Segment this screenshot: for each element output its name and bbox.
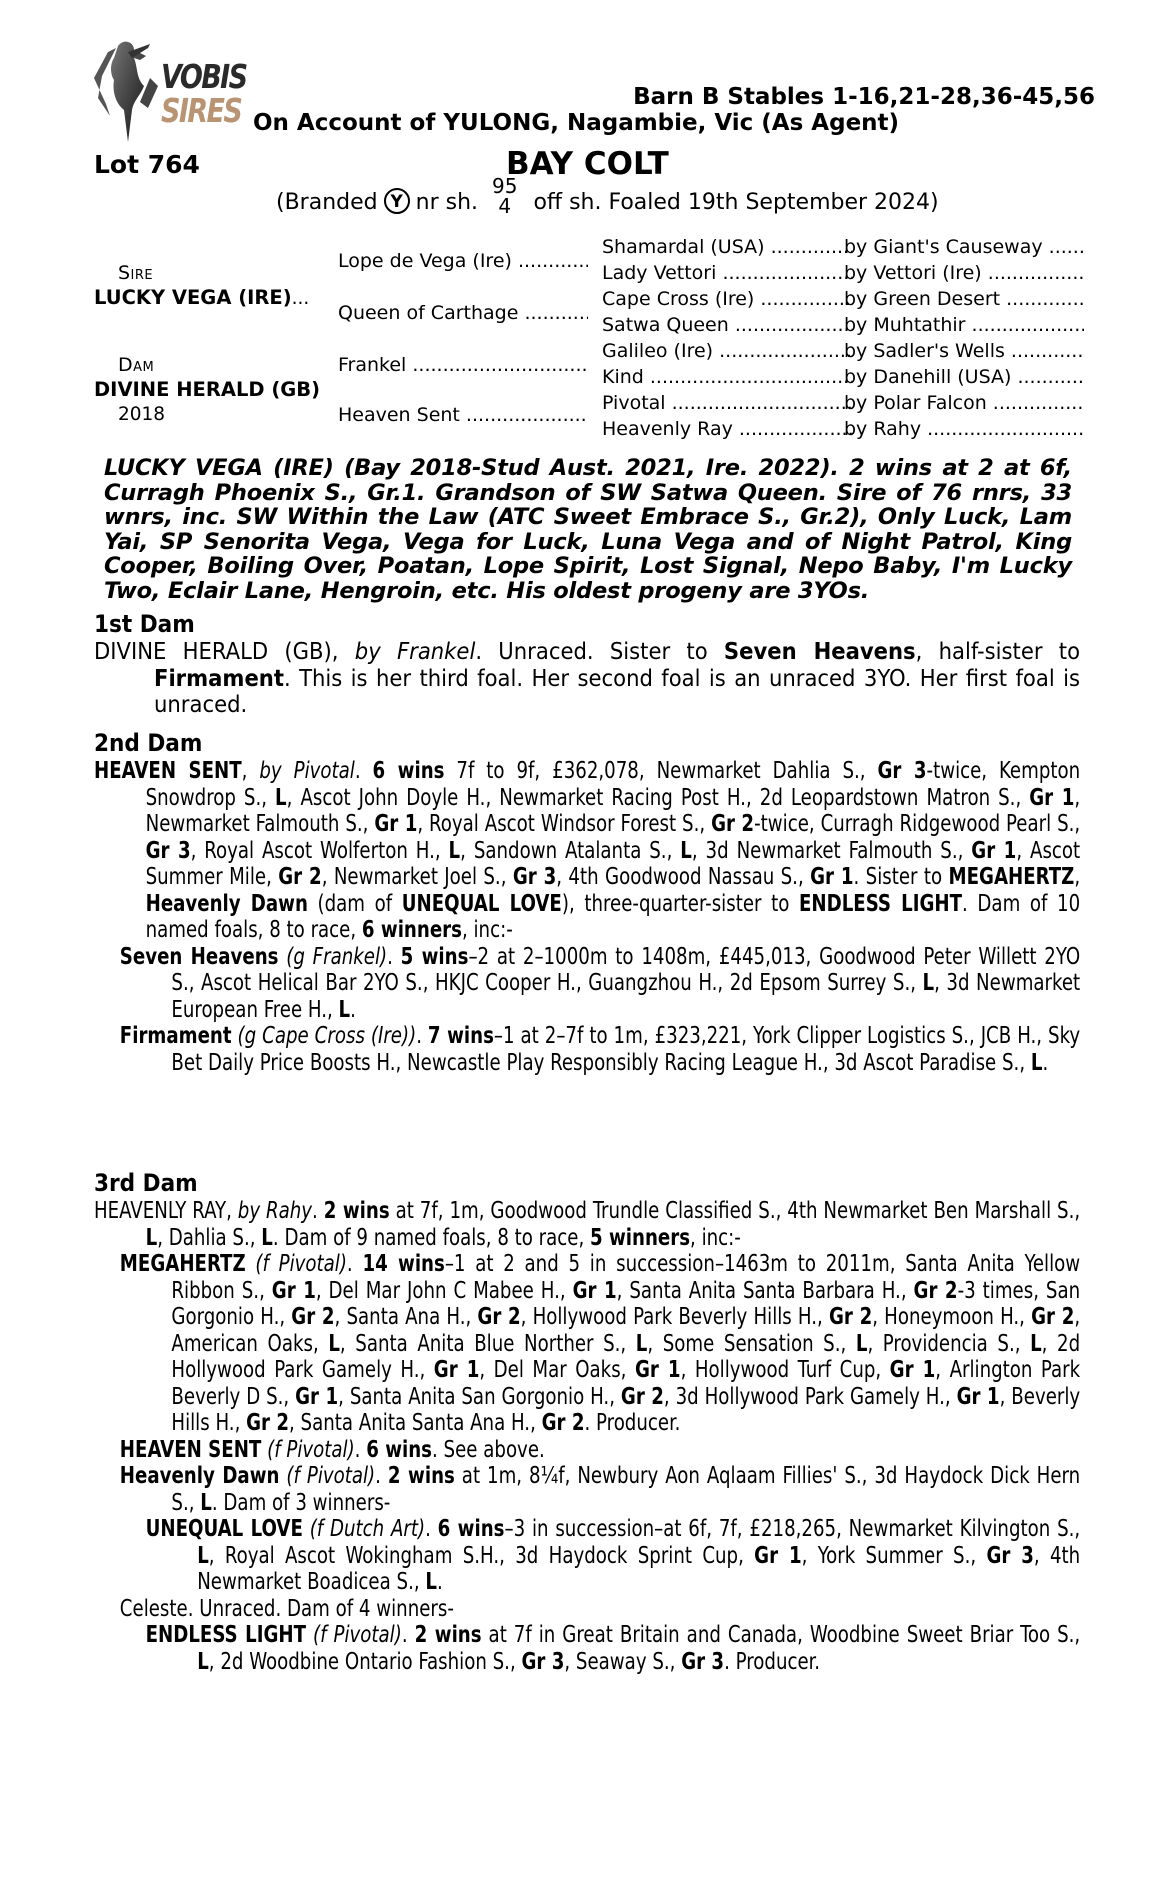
bold-text: Gr 3 (512, 862, 557, 890)
bold-text: Seven Heavens (723, 637, 916, 665)
text-run: at 7f in Great Britain and Canada, Woodbine Sweet Briar Too S., (481, 1620, 1081, 1648)
text-run: , Hollywood Park Beverly Hills H., (520, 1302, 829, 1330)
second-dam-section (94, 730, 1080, 1075)
bold-text: 2 wins (414, 1620, 482, 1648)
bold-text: MEGAHERTZ (948, 862, 1075, 890)
italic-text: by Rahy (237, 1196, 313, 1224)
ancestor-name: Heavenly Ray ..... (602, 418, 852, 440)
italic-text: (f Pivotal) (267, 1434, 355, 1463)
bold-text: Gr 3 (145, 835, 191, 864)
italic-text: (f Dutch Art) (309, 1514, 426, 1542)
vobis-sires-logo (88, 38, 248, 146)
bold-text: ENDLESS LIGHT (145, 1620, 307, 1648)
text-run: , Sandown Atalanta S., (460, 835, 681, 864)
bold-text: 14 wins (362, 1249, 445, 1277)
text-run: . This is her third foal. Her second foal is an unraced 3YO. Her first foal is unraced. (154, 663, 1080, 718)
italic-text: (f Pivotal) (313, 1620, 402, 1648)
section-heading: 1st Dam (94, 610, 195, 638)
text-run: , 3d Hollywood Park Gamely H., (663, 1381, 957, 1410)
ancestor-name: Galileo (Ire) ..... (602, 340, 852, 362)
progeny-entry (94, 1436, 1080, 1463)
barn-stables: Barn B Stables 1-16,21-28,36-45,56 (633, 84, 1095, 110)
text-run: -twice, Curragh Ridgewood Pearl S., (754, 809, 1081, 837)
italic-text: (f Pivotal) (255, 1249, 347, 1277)
first-dam-text (94, 638, 1080, 718)
bold-text: 7 wins (427, 1021, 494, 1049)
dam-label: Dam (118, 354, 155, 376)
bold-text: 5 wins (400, 941, 469, 970)
text-run: , Santa Anita Santa Ana H., (289, 1408, 542, 1436)
progeny-entry (94, 1022, 1080, 1075)
bold-text: Gr 1 (433, 1355, 480, 1383)
text-run: , Newmarket Joel S., (321, 862, 513, 890)
ancestor-sire: by Rahy ..... (844, 418, 1084, 440)
bold-text: L (1030, 1328, 1042, 1357)
text-run: , Royal Ascot Wokingham S.H., 3d Haydock Sprint Cup, (208, 1540, 755, 1569)
grandsire-dam: Frankel ..... (338, 354, 588, 376)
lot-number: Lot 764 (94, 150, 200, 179)
ancestor-name: Lady Vettori ..... (602, 262, 852, 284)
text-run: , (241, 756, 260, 784)
pedigree-table (94, 236, 1084, 446)
text-run: , 2d Woodbine Ontario Fashion S., (208, 1646, 522, 1675)
section-heading: 2nd Dam (94, 729, 203, 757)
bold-text: 6 wins (366, 1434, 433, 1463)
dam-year: 2018 (118, 404, 166, 425)
first-dam-section (94, 611, 1080, 718)
grandsire-sire: Lope de Vega (Ire) ..... (338, 250, 588, 272)
text-run: . (354, 1434, 367, 1463)
text-run (306, 1620, 313, 1648)
text-run: , Del Mar Oaks, (479, 1355, 635, 1383)
bold-text: Gr 3 (986, 1540, 1034, 1569)
text-run: (dam of (307, 888, 402, 917)
bold-text: L (197, 1540, 209, 1569)
bold-text: L (922, 968, 935, 996)
bold-text: Gr 2 (620, 1381, 664, 1410)
text-run: . Producer. (724, 1646, 821, 1675)
bold-text: Gr 3 (681, 1646, 725, 1675)
text-run: , Some Sensation S., (647, 1328, 856, 1357)
text-run: . (346, 1249, 363, 1277)
jockey-horse-icon (88, 38, 166, 146)
bold-text: Gr 1 (810, 862, 854, 890)
text-run: . Unraced. Sister to (475, 637, 724, 665)
bold-text: L (338, 994, 351, 1023)
ancestor-sire: by Giant's Causeway ..... (844, 236, 1084, 258)
text-run: , (1074, 862, 1081, 890)
text-run: –1 at 2–7f to 1m, £323,221, York Clipper Logistics S., JCB H., Sky Bet Daily Price Boosts H., Newcastle Play Responsibly Racing League H., 3d Ascot Paradise S., (171, 1021, 1081, 1076)
bold-text: Heavenly Dawn (145, 888, 308, 917)
text-run: . Producer. (584, 1408, 681, 1436)
text-run: , 3d Newmarket European Free H., (171, 968, 1081, 1023)
second-dam-text (94, 757, 1080, 943)
text-run: , inc:- (690, 1222, 741, 1251)
text-run: , Providencia S., (867, 1328, 1031, 1357)
bold-text: Gr 2 (477, 1302, 521, 1330)
bold-text: HEAVEN SENT (119, 1434, 262, 1463)
text-run: . (436, 1567, 443, 1595)
text-run: , Hollywood Turf Cup, (680, 1355, 890, 1383)
progeny-entry (94, 1595, 1080, 1622)
bold-text: 2 wins (323, 1196, 390, 1224)
sire-label: Sire (118, 262, 154, 284)
text-run: , Santa Anita Blue Norther S., (339, 1328, 636, 1357)
text-run (246, 1249, 256, 1277)
text-run (279, 1461, 286, 1489)
logo-text-vobis: VOBIS (161, 57, 247, 96)
text-run: . Dam of 9 named foals, 8 to race, (272, 1222, 591, 1251)
sire-dots: ... (291, 288, 310, 309)
bold-text: Gr 1 (1029, 782, 1075, 811)
text-run: , Arlington Park Beverly D S., (171, 1355, 1081, 1410)
foaled-date: off sh. Foaled 19th September 2024) (533, 190, 939, 215)
ancestor-sire: by Polar Falcon ..... (844, 392, 1084, 414)
text-run: . See above. (432, 1434, 545, 1463)
text-run: . (375, 1461, 388, 1489)
text-run: , half-sister to (915, 637, 1081, 665)
brand-mark-icon: Y (384, 188, 410, 214)
text-run: , York Summer S., (801, 1540, 987, 1569)
bold-text: L (261, 1222, 273, 1251)
bold-text: L (145, 1222, 158, 1251)
text-run: , American Oaks, (171, 1302, 1081, 1357)
text-run: , Seaway S., (564, 1646, 682, 1675)
ancestor-sire: by Green Desert ..... (844, 288, 1084, 310)
text-run: , Newmarket Falmouth S., (145, 782, 1081, 837)
text-run: , Honeymoon H., (872, 1302, 1032, 1330)
bold-text: ENDLESS LIGHT (798, 888, 963, 917)
ancestor-sire: by Vettori (Ire) ..... (844, 262, 1084, 284)
text-run: , Santa Anita Santa Barbara H., (616, 1275, 914, 1304)
text-run: , Santa Anita San Gorgonio H., (338, 1381, 621, 1410)
progeny-entry (94, 1621, 1080, 1674)
text-run: , Dahlia S., (157, 1222, 262, 1251)
text-run: . (416, 1021, 428, 1049)
text-run: . Dam of 10 named foals, 8 to race, (145, 888, 1081, 943)
dam-name: DIVINE HERALD (GB) (94, 378, 321, 401)
vendor-account: On Account of YULONG, Nagambie, Vic (As Agent) (253, 110, 900, 136)
italic-text: (f Pivotal) (286, 1461, 376, 1489)
text-run: , 2d Hollywood Park Gamely H., (171, 1328, 1081, 1383)
bold-text: L (1030, 1047, 1043, 1076)
text-run: Celeste. Unraced. Dam of 4 winners- (119, 1593, 454, 1622)
text-run: , Royal Ascot Windsor Forest S., (417, 809, 712, 837)
bold-text: Gr 1 (889, 1355, 936, 1383)
bold-text: 6 winners (361, 915, 462, 943)
bold-text: UNEQUAL LOVE (401, 888, 562, 917)
progeny-entry (94, 1462, 1080, 1515)
bold-text: Gr 1 (971, 835, 1017, 864)
text-run: , Santa Ana H., (334, 1302, 478, 1330)
text-run: , 4th Goodwood Nassau S., (556, 862, 811, 890)
text-run: . (401, 1620, 415, 1648)
bold-text: Gr 2 (1031, 1302, 1075, 1330)
brand-near-shoulder: nr sh. (415, 190, 479, 215)
third-dam-text (94, 1197, 1080, 1250)
bold-text: Gr 1 (295, 1381, 339, 1410)
text-run (303, 1514, 310, 1542)
bold-text: MEGAHERTZ (119, 1249, 246, 1277)
text-run: , Ascot Summer Mile, (145, 835, 1081, 890)
branded-prefix: (Branded (276, 190, 378, 215)
bold-text: Heavenly Dawn (119, 1461, 280, 1489)
logo-text-sires: SIRES (161, 91, 242, 130)
text-run: . (350, 994, 356, 1023)
brand-foaling-line (276, 174, 939, 218)
italic-text: by Pivotal (259, 756, 355, 784)
text-run: 7f to 9f, £362,078, Newmarket Dahlia S., (444, 756, 878, 784)
text-run: , Royal Ascot Wolferton H., (190, 835, 449, 864)
ancestor-name: Cape Cross (Ire) ..... (602, 288, 852, 310)
granddam-sire: Queen of Carthage ..... (338, 302, 588, 324)
bold-text: Gr 2 (291, 1302, 335, 1330)
bold-text: Gr 2 (246, 1408, 290, 1436)
progeny-entry (94, 1250, 1080, 1436)
text-run: . (1042, 1047, 1049, 1076)
brand-off-bottom: 4 (498, 194, 512, 218)
ancestor-name: Satwa Queen ..... (602, 314, 852, 336)
progeny-entry (94, 1515, 1080, 1595)
bold-text: Gr 3 (877, 756, 927, 784)
bold-text: Gr 2 (913, 1275, 958, 1304)
text-run: . (354, 756, 373, 784)
bold-text: L (855, 1328, 868, 1357)
ancestor-name: Shamardal (USA) ..... (602, 236, 852, 258)
italic-text: (g Cape Cross (Ire)) (237, 1021, 417, 1049)
italic-text: (g Frankel) (286, 941, 388, 970)
bold-text: L (197, 1646, 209, 1675)
text-run: at 7f, 1m, Goodwood Trundle Classified S., 4th Newmarket Ben Marshall S., (389, 1196, 1081, 1224)
text-run: , 4th Newmarket Boadicea S., (197, 1540, 1081, 1595)
text-run: –3 in succession–at 6f, 7f, £218,265, Newmarket Kilvington S., (504, 1514, 1081, 1542)
text-run: . Dam of 3 winners- (211, 1487, 391, 1516)
text-run: . Sister to (853, 862, 949, 890)
text-run: DIVINE HERALD (GB), (94, 637, 355, 665)
text-run: HEAVENLY RAY, (94, 1196, 238, 1224)
bold-text: L (635, 1328, 648, 1357)
text-run: –2 at 2–1000m to 1408m, £445,013, Goodwood Peter Willett 2YO S., Ascot Helical Bar 2YO S., HKJC Cooper H., Guangzhou H., 2d Epsom Surrey S., (171, 941, 1081, 996)
bold-text: L (200, 1487, 212, 1516)
granddam-dam: Heaven Sent ..... (338, 404, 588, 426)
bold-text: L (448, 835, 461, 864)
ancestor-name: Pivotal ..... (602, 392, 852, 414)
text-run: ), three-quarter-sister to (561, 888, 799, 917)
italic-text: by Frankel (354, 637, 476, 665)
third-dam-section (94, 1170, 1080, 1674)
bold-text: Gr 1 (634, 1355, 681, 1383)
text-run: . (425, 1514, 438, 1542)
bold-text: Seven Heavens (119, 941, 279, 970)
ancestor-sire: by Muhtathir ..... (844, 314, 1084, 336)
sire-summary: LUCKY VEGA (IRE) (Bay 2018-Stud Aust. 2021, Ire. 2022). 2 wins at 2 at 6f, Curragh Phoenix S., Gr.1. Grandson of SW Satwa Queen. Sire of 76 rnrs, 33 wnrs, inc. SW Within the Law (ATC Sweet Embrace S., Gr.2), Only Luck, Lam Yai, SP Senorita Vega, Vega for Luck, Luna Vega and of Night Patrol, King Cooper, Boiling Over, Poatan, Lope Spirit, Lost Signal, Nepo Baby, I'm Lucky Two, Eclair Lane, Hengroin, etc. His oldest progeny are 3YOs. (104, 455, 1072, 604)
text-run: , Beverly Hills H., (171, 1381, 1081, 1436)
ancestor-name: Kind ..... (602, 366, 852, 388)
bold-text: Gr 2 (278, 862, 322, 890)
lot-title: BAY COLT (506, 146, 669, 182)
text-run (278, 942, 286, 970)
bold-text: Gr 1 (956, 1381, 1000, 1410)
bold-text: L (425, 1567, 437, 1595)
text-run: . (387, 941, 401, 970)
bold-text: UNEQUAL LOVE (145, 1514, 303, 1542)
text-run: , inc:- (461, 915, 513, 943)
brand-off-top: 95 (492, 174, 518, 198)
ancestor-sire: by Danehill (USA) ..... (844, 366, 1084, 388)
section-heading: 3rd Dam (94, 1169, 198, 1197)
text-run: -twice, Kempton Snowdrop S., (145, 756, 1081, 811)
bold-text: Gr 2 (541, 1408, 585, 1436)
bold-text: L (680, 835, 692, 864)
text-run: , Ascot John Doyle H., Newmarket Racing Post H., 2d Leopardstown Matron S., (286, 782, 1030, 811)
bold-text: Gr 1 (754, 1540, 802, 1569)
bold-text: 5 winners (590, 1222, 691, 1251)
text-run: . (312, 1196, 324, 1224)
bold-text: Firmament (154, 663, 284, 692)
bold-text: Gr 3 (521, 1646, 565, 1675)
bold-text: 6 wins (437, 1514, 505, 1542)
bold-text: HEAVEN SENT (94, 756, 242, 784)
text-run: , 3d Newmarket Falmouth S., (691, 835, 972, 864)
bold-text: L (328, 1328, 340, 1357)
sire-name: LUCKY VEGA (IRE) (94, 286, 292, 309)
brand-off-shoulder-number (492, 176, 517, 216)
bold-text: 2 wins (387, 1461, 455, 1489)
bold-text: 6 wins (372, 756, 445, 784)
text-run: –1 at 2 and 5 in succession–1463m to 2011m, Santa Anita Yellow Ribbon S., (171, 1249, 1081, 1304)
bold-text: Gr 1 (572, 1275, 617, 1304)
text-run: -3 times, San Gorgonio H., (171, 1275, 1081, 1330)
bold-text: Gr 1 (271, 1275, 316, 1304)
text-run: at 1m, 8¼f, Newbury Aon Aqlaam Fillies' S., 3d Haydock Dick Hern S., (171, 1461, 1081, 1516)
bold-text: Gr 2 (711, 809, 755, 837)
ancestor-sire: by Sadler's Wells ..... (844, 340, 1084, 362)
bold-text: Firmament (119, 1021, 232, 1049)
bold-text: L (275, 782, 287, 811)
progeny-entry (94, 943, 1080, 1023)
text-run: , Del Mar John C Mabee H., (315, 1275, 573, 1304)
bold-text: Gr 2 (828, 1302, 873, 1330)
bold-text: Gr 1 (374, 809, 418, 837)
